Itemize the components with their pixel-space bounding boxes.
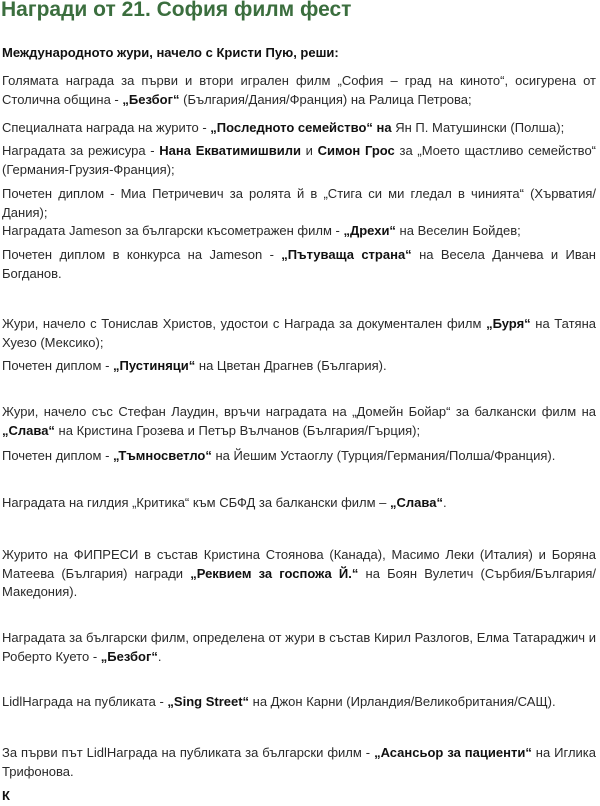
- text-segment: .: [157, 648, 162, 664]
- text-segment: .: [442, 495, 447, 510]
- text-segment: и: [300, 143, 318, 158]
- bold-text: „Пътуваща страна“: [281, 247, 412, 262]
- award-paragraph: [2, 222, 596, 241]
- award-paragraph: [2, 72, 596, 109]
- text-segment: Почетен диплом в конкурса на Jameson -: [2, 247, 282, 262]
- award-paragraph: [2, 185, 596, 222]
- bold-text: „Слава“: [2, 422, 55, 438]
- text-segment: на Татяна Хуезо (Мексико);: [2, 316, 596, 350]
- bold-text: „Реквием за госпожа Й.“: [190, 565, 359, 581]
- bold-text: Нана Екватимишвили: [159, 143, 301, 158]
- award-paragraph: [2, 447, 596, 466]
- text-segment: Голямата награда за първи и втори игрален филм „София – град на киното“, осигурена от Столична община -: [2, 73, 596, 107]
- bold-text: „Пустиняци“: [113, 358, 196, 373]
- text-segment: на Кристина Грозева и Петър Вълчанов (България/Гърция);: [54, 422, 421, 438]
- text-segment: Журито на ФИПРЕСИ в състав Кристина Стоянова (Канада), Масимо Леки (Италия) и Боряна Матеева (България) награди: [2, 547, 596, 581]
- award-paragraph: [2, 403, 596, 440]
- text-segment: LidlНаграда на публиката -: [2, 694, 168, 709]
- award-paragraph: [2, 44, 596, 63]
- bold-text: „Асансьор за пациенти“: [374, 745, 532, 760]
- text-segment: (България/Дания/Франция) на Ралица Петрова;: [179, 91, 472, 107]
- award-paragraph: [2, 693, 596, 712]
- text-segment: Почетен диплом -: [2, 358, 114, 373]
- award-paragraph: [2, 494, 596, 513]
- award-paragraph: [2, 546, 596, 602]
- bold-text: „Последното семейство“ на: [210, 120, 392, 135]
- bold-text: „Sing Street“: [167, 694, 250, 709]
- page-title: Награди от 21. София филм фест: [1, 0, 352, 21]
- text-segment: Наградата за режисура -: [2, 143, 160, 158]
- bold-text: Симон Грос: [317, 143, 395, 158]
- text-segment: на Джон Карни (Ирландия/Великобритания/САЩ).: [249, 694, 556, 709]
- text-segment: Ян П. Матушински (Полша);: [391, 120, 565, 135]
- text-segment: Почетен диплом -: [2, 448, 114, 463]
- award-paragraph: [2, 744, 596, 781]
- award-paragraph: [2, 119, 596, 138]
- award-paragraph: [2, 629, 596, 666]
- text-segment: Наградата на гилдия „Критика“ към СБФД за балкански филм –: [2, 495, 391, 510]
- bold-text: „Буря“: [486, 316, 531, 331]
- text-segment: Жури, начело с Тонислав Христов, удостои с Награда за документален филм: [2, 316, 487, 331]
- text-segment: Наградата Jameson за български късометражен филм -: [2, 223, 344, 238]
- text-segment: За първи път LidlНаграда на публиката за български филм -: [2, 745, 375, 760]
- text-segment: Почетен диплом - Миа Петричевич за ролята й в „Стига си ми гледал в чинията“ (Хърватия/Дания);: [2, 186, 596, 220]
- award-paragraph: [2, 246, 596, 283]
- text-segment: Специалната награда на журито -: [2, 120, 211, 135]
- text-segment: на Иглика Трифонова.: [2, 745, 597, 779]
- bold-text: „Безбог“: [100, 648, 158, 664]
- text-segment: на Йешим Устаоглу (Турция/Германия/Полша/Франция).: [211, 448, 556, 463]
- text-segment: на Цветан Драгнев (България).: [195, 358, 387, 373]
- text-segment: на Боян Вулетич (Сърбия/България/Македония).: [2, 565, 596, 599]
- award-paragraph: [2, 787, 596, 806]
- award-paragraph: [2, 142, 596, 179]
- bold-text: „Дрехи“: [343, 223, 396, 238]
- text-segment: Наградата за български филм, определена от жури в състав Кирил Разлогов, Елма Татараджич и Роберто Куето -: [2, 630, 596, 664]
- bold-text: „Слава“: [390, 495, 443, 510]
- award-paragraph: [2, 315, 596, 352]
- bold-text: К: [2, 788, 10, 803]
- text-segment: на Веселин Бойдев;: [395, 223, 521, 238]
- bold-text: „Тъмносветло“: [113, 448, 212, 463]
- bold-text: „Безбог“: [122, 91, 180, 107]
- text-segment: Жури, начело със Стефан Лаудин, връчи наградата на „Домейн Бойар“ за балкански филм на: [2, 404, 596, 419]
- bold-text: Международното жури, начело с Кристи Пую, реши:: [2, 45, 339, 60]
- text-segment: за „Моето щастливо семейство“ (Германия-Грузия-Франция);: [2, 143, 597, 177]
- text-segment: на Весела Данчева и Иван Богданов.: [2, 247, 596, 281]
- award-paragraph: [2, 357, 596, 376]
